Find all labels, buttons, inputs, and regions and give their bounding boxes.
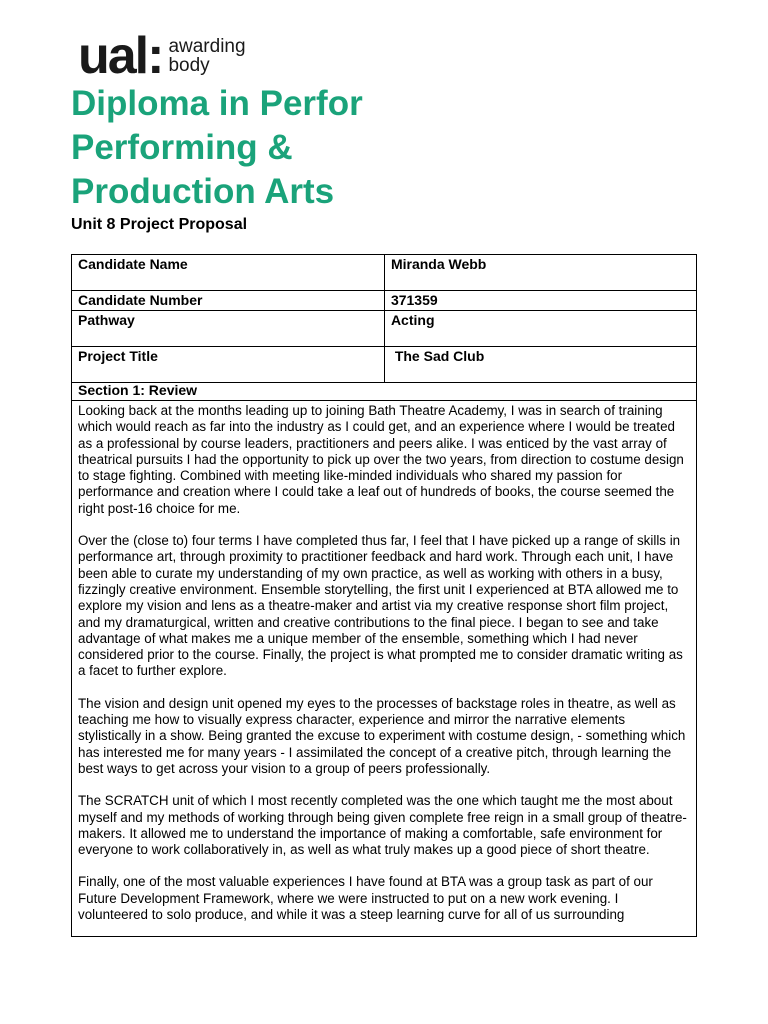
paragraph: Over the (close to) four terms I have completed thus far, I feel that I have picked up a range of skills in performance art, through proximity to practitioner feedback and hard work. Through each unit, I have been able to curate my understanding of my own practice, as well as working with others in a busy, fizzingly creative environment. Ensemble storytelling, the first unit I experienced at BTA allowed me to explore my vision and lens as a theatre-maker and artist via my creative response short film project, and my dramaturgical, written and creative contributions to the final piece. I began to see and take advantage of what makes me a unique member of the ensemble, something which I had never considered prior to the course. Finally, the project is what prompted me to consider dramatic writing as a facet to further explore.: [78, 533, 683, 679]
paragraph: Finally, one of the most valuable experiences I have found at BTA was a group task as part of our Future Development Framework, where we were instructed to put on a new work evening. I volunteered to solo produce, and while it was a steep learning curve for all of us surrounding: [78, 874, 653, 923]
section-review: [71, 381, 697, 937]
section-body: [72, 401, 696, 937]
row-value: 371359: [384, 291, 696, 311]
table-row: [72, 347, 697, 383]
row-label: Candidate Number: [72, 291, 385, 311]
title-line2: Performing &: [71, 128, 293, 167]
table-row: [72, 291, 697, 311]
paragraph: The vision and design unit opened my eyes to the processes of backstage roles in theatre, as well as teaching me how to visually express character, experience and mirror the narrative elements stylistically in a show. Being granted the excuse to experiment with costume design, - something which has interested me for many years - I assimilated the concept of a creative pitch, through learning the best ways to get across your vision to a group of peers professionally.: [78, 695, 686, 776]
title-line3: Production Arts: [71, 172, 335, 211]
candidate-info-table: [71, 254, 697, 383]
ual-logo: [78, 27, 246, 85]
row-value: The Sad Club: [384, 347, 696, 383]
logo-mark: ual:: [78, 27, 163, 85]
logo-text-line2: body: [168, 55, 210, 76]
table-row: [72, 255, 697, 291]
section-heading: Section 1: Review: [72, 381, 696, 401]
table-row: [72, 311, 697, 347]
row-value: Miranda Webb: [384, 255, 696, 291]
logo-text: [168, 37, 245, 75]
document-subtitle: Unit 8 Project Proposal: [71, 216, 248, 233]
row-label: Project Title: [72, 347, 385, 383]
logo-text-line1: awarding: [168, 36, 246, 57]
row-label: Candidate Name: [72, 255, 385, 291]
title-line1: Diploma in Perfor: [71, 84, 363, 123]
row-label: Pathway: [72, 311, 385, 347]
paragraph: Looking back at the months leading up to joining Bath Theatre Academy, I was in search of training which would reach as far into the industry as I could get, and an experience where I would be treated as a professional by course leaders, practitioners and peers alike. I was enticed by the vast array of theatrical pursuits I had the opportunity to pick up over the two years, from direction to costume design to stage fighting. Combined with meeting like-minded individuals who shared my passion for performance and creation where I could take a leaf out of hundreds of books, the course seemed the right post-16 choice for me.: [78, 403, 684, 516]
document-title: [71, 82, 721, 214]
paragraph: The SCRATCH unit of which I most recently completed was the one which taught me the most about myself and my methods of working through being given complete free reign in a small group of theatre-makers. It allowed me to understand the importance of making a comfortable, safe environment for everyone to work collaboratively in, as well as what truly makes up a good piece of short theatre.: [78, 793, 687, 858]
row-value: Acting: [384, 311, 696, 347]
